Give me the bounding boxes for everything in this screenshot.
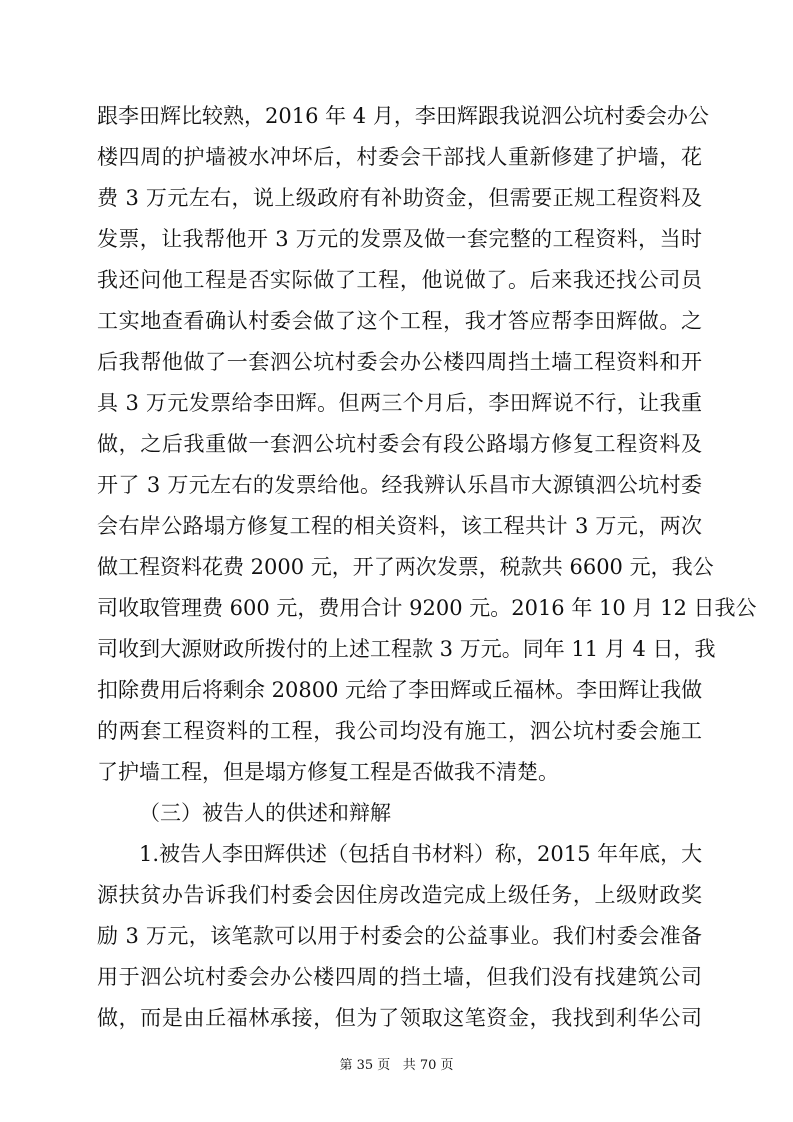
paragraph-line: 励 3 万元，该笔款可以用于村委会的公益事业。我们村委会准备 [97,924,702,948]
paragraph-line: 会右岸公路塌方修复工程的相关资料，该工程共计 3 万元，两次 [97,514,702,538]
paragraph-line: 做工程资料花费 2000 元，开了两次发票，税款共 6600 元，我公 [97,555,714,579]
paragraph-line: 1.被告人李田辉供述（包括自书材料）称，2015 年年底，大 [139,842,703,866]
paragraph-line: 了护墙工程，但是塌方修复工程是否做我不清楚。 [97,760,559,784]
paragraph-line: 源扶贫办告诉我们村委会因住房改造完成上级任务，上级财政奖 [97,883,702,907]
paragraph-line: 费 3 万元左右，说上级政府有补助资金，但需要正规工程资料及 [97,186,702,210]
paragraph-line: 后我帮他做了一套泗公坑村委会办公楼四周挡土墙工程资料和开 [97,350,702,374]
paragraph-line: 的两套工程资料的工程，我公司均没有施工，泗公坑村委会施工 [97,719,702,743]
paragraph-line: 司收取管理费 600 元，费用合计 9200 元。2016 年 10 月 12 日我公 [97,596,757,620]
section-heading: （三）被告人的供述和辩解 [139,801,391,825]
paragraph-line: 做，而是由丘福林承接，但为了领取这笔资金，我找到利华公司 [97,1006,702,1030]
paragraph-line: 跟李田辉比较熟，2016 年 4 月，李田辉跟我说泗公坑村委会办公 [97,104,709,128]
paragraph-line: 司收到大源财政所拨付的上述工程款 3 万元。同年 11 月 4 日，我 [97,637,716,661]
paragraph-line: 发票，让我帮他开 3 万元的发票及做一套完整的工程资料，当时 [97,227,702,251]
paragraph-line: 扣除费用后将剩余 20800 元给了李田辉或丘福林。李田辉让我做 [97,678,703,702]
paragraph-line: 开了 3 万元左右的发票给他。经我辨认乐昌市大源镇泗公坑村委 [97,473,702,497]
page-number-footer: 第 35 页 共 70 页 [339,1058,454,1073]
paragraph-line: 楼四周的护墙被水冲坏后，村委会干部找人重新修建了护墙，花 [97,145,702,169]
paragraph-line: 具 3 万元发票给李田辉。但两三个月后，李田辉说不行，让我重 [97,391,702,415]
document-body [97,96,757,1039]
paragraph-line: 用于泗公坑村委会办公楼四周的挡土墙，但我们没有找建筑公司 [97,965,702,989]
paragraph-line: 工实地查看确认村委会做了这个工程，我才答应帮李田辉做。之 [97,309,702,333]
paragraph-line: 我还问他工程是否实际做了工程，他说做了。后来我还找公司员 [97,268,702,292]
paragraph-line: 做，之后我重做一套泗公坑村委会有段公路塌方修复工程资料及 [97,432,702,456]
